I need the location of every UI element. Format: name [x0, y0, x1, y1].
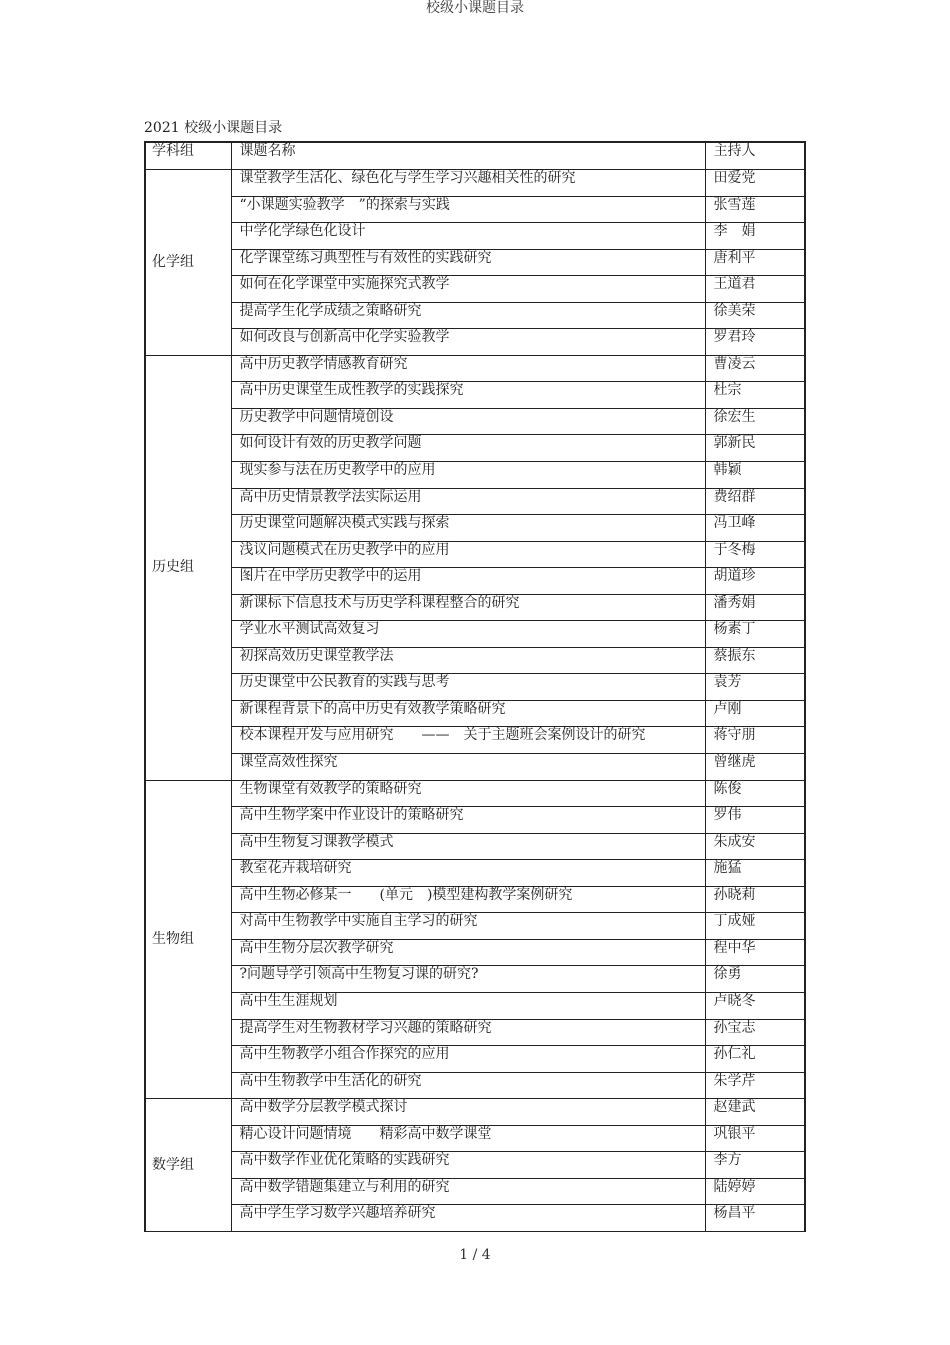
host-cell: 巩银平 [705, 1125, 805, 1152]
topic-cell: 高中数学错题集建立与利用的研究 [231, 1178, 705, 1205]
table-row [145, 833, 805, 860]
table-row [145, 355, 805, 382]
topic-cell: 中学化学绿色化设计 [231, 223, 705, 250]
topic-cell: 高中历史情景教学法实际运用 [231, 488, 705, 515]
topic-cell: 历史课堂问题解决模式实践与探索 [231, 515, 705, 542]
host-cell: 朱学芹 [705, 1072, 805, 1099]
host-cell: 卢刚 [705, 700, 805, 727]
topic-table [144, 141, 806, 1232]
table-header-row [145, 142, 805, 170]
header-topic-name: 课题名称 [231, 142, 705, 170]
host-cell: 王道君 [705, 276, 805, 303]
table-row [145, 780, 805, 807]
table-row [145, 1205, 805, 1232]
topic-cell: 高中生物分层次教学研究 [231, 939, 705, 966]
table-row [145, 966, 805, 993]
table-row [145, 488, 805, 515]
table-row [145, 1125, 805, 1152]
table-row [145, 992, 805, 1019]
table-row [145, 1072, 805, 1099]
topic-cell: 高中学生学习数学兴趣培养研究 [231, 1205, 705, 1232]
topic-cell: 高中生物必修某一 (单元 )模型建构教学案例研究 [231, 886, 705, 913]
table-row [145, 621, 805, 648]
host-cell: 李方 [705, 1152, 805, 1179]
table-row [145, 674, 805, 701]
host-cell: 李 娟 [705, 223, 805, 250]
page-number: 1 / 4 [459, 1247, 491, 1263]
topic-cell: 新课标下信息技术与历史学科课程整合的研究 [231, 594, 705, 621]
subject-group-cell: 化学组 [145, 170, 231, 356]
subject-group-cell: 历史组 [145, 355, 231, 780]
table-row [145, 647, 805, 674]
host-cell: 杨昌平 [705, 1205, 805, 1232]
table-row [145, 1019, 805, 1046]
topic-cell: 现实参与法在历史教学中的应用 [231, 462, 705, 489]
topic-cell: 校本课程开发与应用研究 —— 关于主题班会案例设计的研究 [231, 727, 705, 754]
table-row [145, 727, 805, 754]
topic-cell: 高中数学分层教学模式探讨 [231, 1099, 705, 1126]
table-row [145, 1099, 805, 1126]
host-cell: 卢晓冬 [705, 992, 805, 1019]
host-cell: 杜宗 [705, 382, 805, 409]
topic-cell: 课堂高效性探究 [231, 754, 705, 781]
topic-cell: 如何在化学课堂中实施探究式教学 [231, 276, 705, 303]
host-cell: 施猛 [705, 860, 805, 887]
host-cell: 程中华 [705, 939, 805, 966]
table-row [145, 700, 805, 727]
table-row [145, 462, 805, 489]
host-cell: 曹凌云 [705, 355, 805, 382]
host-cell: 赵建武 [705, 1099, 805, 1126]
topic-cell: 历史课堂中公民教育的实践与思考 [231, 674, 705, 701]
host-cell: 于冬梅 [705, 541, 805, 568]
host-cell: 胡道珍 [705, 568, 805, 595]
host-cell: 罗伟 [705, 807, 805, 834]
topic-cell: 对高中生物教学中实施自主学习的研究 [231, 913, 705, 940]
table-row [145, 170, 805, 197]
host-cell: 蔡振东 [705, 647, 805, 674]
table-row [145, 807, 805, 834]
topic-cell: 如何改良与创新高中化学实验教学 [231, 329, 705, 356]
document-title: 2021 校级小课题目录 [144, 120, 283, 136]
topic-cell: 高中生生涯规划 [231, 992, 705, 1019]
topic-cell: 图片在中学历史教学中的运用 [231, 568, 705, 595]
subject-group-cell: 数学组 [145, 1099, 231, 1232]
topic-cell: 历史教学中问题情境创设 [231, 408, 705, 435]
topic-cell: 高中生物教学小组合作探究的应用 [231, 1046, 705, 1073]
host-cell: 田爱党 [705, 170, 805, 197]
host-cell: 蒋守朋 [705, 727, 805, 754]
topic-cell: 化学课堂练习典型性与有效性的实践研究 [231, 249, 705, 276]
host-cell: 韩颖 [705, 462, 805, 489]
host-cell: 徐勇 [705, 966, 805, 993]
topic-table-container [144, 141, 804, 1232]
topic-cell: 高中数学作业优化策略的实践研究 [231, 1152, 705, 1179]
table-row [145, 568, 805, 595]
host-cell: 孙宝志 [705, 1019, 805, 1046]
host-cell: 袁芳 [705, 674, 805, 701]
host-cell: 冯卫峰 [705, 515, 805, 542]
table-row [145, 302, 805, 329]
table-row [145, 408, 805, 435]
host-cell: 曾继虎 [705, 754, 805, 781]
table-row [145, 541, 805, 568]
table-row [145, 939, 805, 966]
subject-group-cell: 生物组 [145, 780, 231, 1099]
table-row [145, 1046, 805, 1073]
topic-cell: 新课程背景下的高中历史有效教学策略研究 [231, 700, 705, 727]
host-cell: 徐美荣 [705, 302, 805, 329]
table-row [145, 754, 805, 781]
table-row [145, 435, 805, 462]
host-cell: 朱成安 [705, 833, 805, 860]
table-row [145, 276, 805, 303]
topic-cell: 初探高效历史课堂教学法 [231, 647, 705, 674]
host-cell: 徐宏生 [705, 408, 805, 435]
topic-cell: 高中历史教学情感教育研究 [231, 355, 705, 382]
host-cell: 陈俊 [705, 780, 805, 807]
table-row [145, 860, 805, 887]
topic-cell: 精心设计问题情境 精彩高中数学课堂 [231, 1125, 705, 1152]
host-cell: 张雪莲 [705, 196, 805, 223]
topic-cell: 课堂教学生活化、绿色化与学生学习兴趣相关性的研究 [231, 170, 705, 197]
host-cell: 丁成娅 [705, 913, 805, 940]
table-row [145, 223, 805, 250]
table-row [145, 515, 805, 542]
table-row [145, 1152, 805, 1179]
table-row [145, 382, 805, 409]
host-cell: 费绍群 [705, 488, 805, 515]
topic-cell: 高中历史课堂生成性教学的实践探究 [231, 382, 705, 409]
topic-cell: 高中生物教学中生活化的研究 [231, 1072, 705, 1099]
topic-cell: “小课题实验教学 ”的探索与实践 [231, 196, 705, 223]
host-cell: 唐利平 [705, 249, 805, 276]
host-cell: 杨素丁 [705, 621, 805, 648]
topic-cell: 学业水平测试高效复习 [231, 621, 705, 648]
table-row [145, 1178, 805, 1205]
topic-cell: 如何设计有效的历史教学问题 [231, 435, 705, 462]
topic-cell: 提高学生对生物教材学习兴趣的策略研究 [231, 1019, 705, 1046]
host-cell: 孙仁礼 [705, 1046, 805, 1073]
topic-cell: 生物课堂有效教学的策略研究 [231, 780, 705, 807]
table-row [145, 913, 805, 940]
topic-cell: 高中生物复习课教学模式 [231, 833, 705, 860]
header-host: 主持人 [705, 142, 805, 170]
table-row [145, 329, 805, 356]
topic-cell: 浅议问题模式在历史教学中的应用 [231, 541, 705, 568]
topic-cell: 提高学生化学成绩之策略研究 [231, 302, 705, 329]
host-cell: 郭新民 [705, 435, 805, 462]
host-cell: 潘秀娟 [705, 594, 805, 621]
host-cell: 罗君玲 [705, 329, 805, 356]
header-subject-group: 学科组 [145, 142, 231, 170]
topic-cell: 教室花卉栽培研究 [231, 860, 705, 887]
page-header: 校级小课题目录 [426, 0, 524, 16]
table-row [145, 249, 805, 276]
table-row [145, 594, 805, 621]
topic-cell: 高中生物学案中作业设计的策略研究 [231, 807, 705, 834]
host-cell: 陆婷婷 [705, 1178, 805, 1205]
host-cell: 孙晓莉 [705, 886, 805, 913]
topic-cell: ?问题导学引领高中生物复习课的研究? [231, 966, 705, 993]
table-row [145, 886, 805, 913]
table-row [145, 196, 805, 223]
